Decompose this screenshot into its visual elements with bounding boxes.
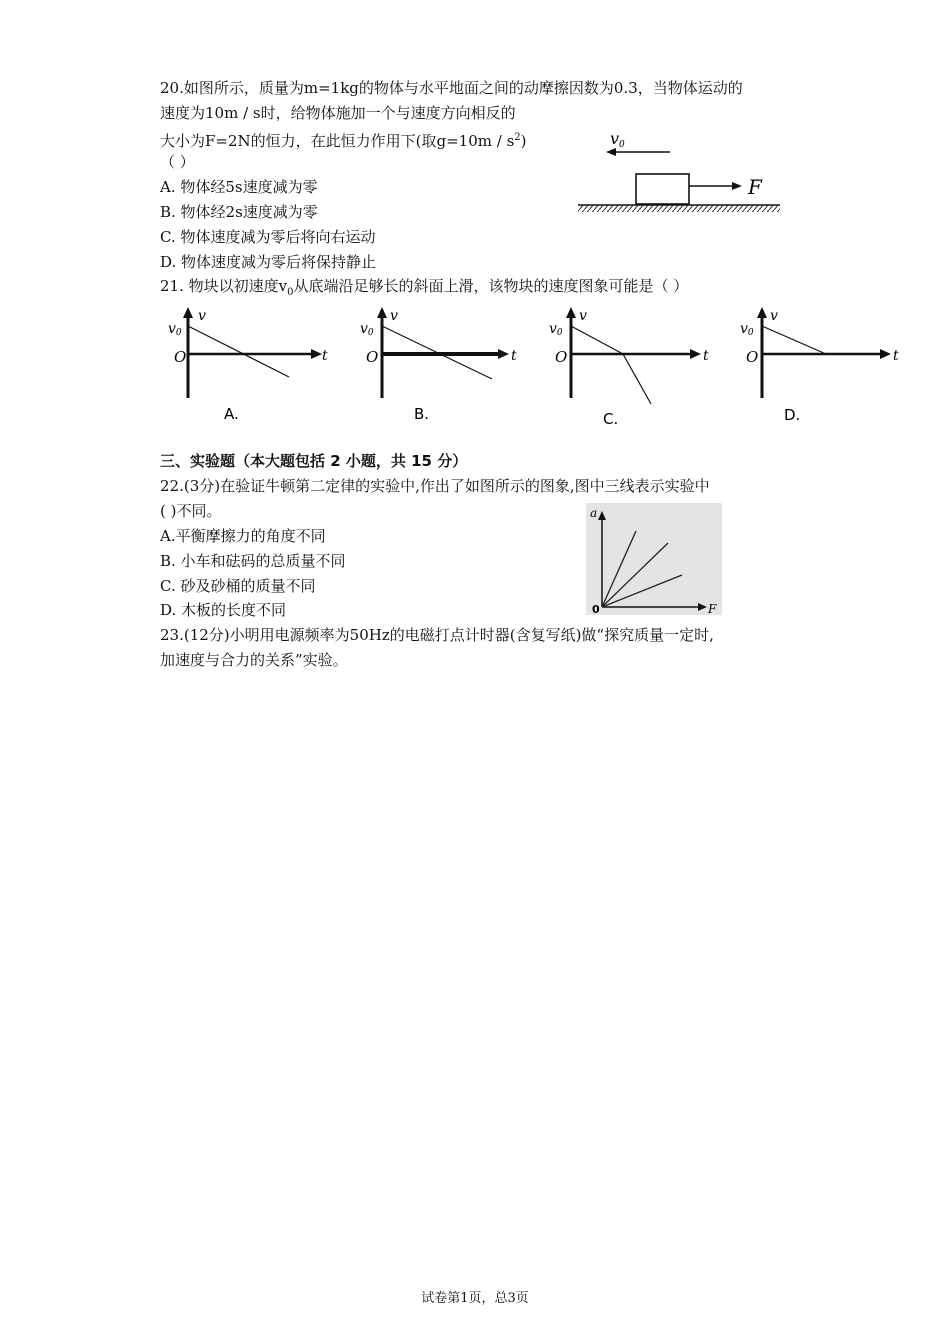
q22-option-d: D. 木板的长度不同	[160, 601, 287, 619]
q21-graph-b	[354, 306, 534, 434]
q20-option-c: C. 物体速度减为零后将向右运动	[160, 228, 376, 246]
q21-graph-c	[545, 306, 725, 434]
q20-line1: 20.如图所示，质量为m=1kg的物体与水平地面之间的动摩擦因数为0.3，当物体运动的	[160, 79, 743, 97]
q21-graph-a-v-arrowhead	[183, 307, 193, 318]
q21-graph-d-option-label: D.	[784, 406, 801, 424]
q21-line1-end: 从底端沿足够长的斜面上滑，该物块的速度图象可能是（ ）	[293, 277, 689, 295]
q21-graph-c-velocity-line-up	[571, 326, 623, 354]
q21-graph-a-v-label: v	[198, 308, 206, 324]
q21-graph-b-v0-label: v0	[360, 321, 374, 338]
q20-ground-hatch	[578, 205, 780, 212]
q22-y-label: a	[590, 506, 598, 520]
q20-figure	[574, 126, 784, 220]
q20-line3-end: )	[520, 132, 527, 150]
q21-graph-d-v-label: v	[770, 308, 778, 324]
q21-graph-c-v-label: v	[579, 308, 587, 324]
q20-block	[636, 174, 689, 204]
q21-graph-a-v0-label: v0	[168, 321, 182, 338]
q21-graph-a-origin-label: O	[174, 348, 187, 366]
q21-graph-a-t-label: t	[322, 348, 328, 364]
q21-graph-b-v-label: v	[390, 308, 398, 324]
q21-graph-b-origin-label: O	[366, 348, 379, 366]
q23-line1: 23.(12分)小明用电源频率为50Hz的电磁打点计时器(含复写纸)做“探究质量一定时,	[160, 626, 714, 644]
q22-figure	[586, 503, 722, 615]
q21-graph-c-v0-label: v0	[549, 321, 563, 338]
q21-graph-c-t-label: t	[703, 348, 709, 364]
q21-line1-text: 21. 物块以初速度v	[160, 277, 288, 295]
q21-graph-d-v-arrowhead	[757, 307, 767, 318]
q21-graph-c-velocity-line-down	[623, 354, 651, 404]
q22-line2: ( )不同。	[160, 502, 222, 520]
q21-graph-b-t-arrowhead	[498, 349, 509, 359]
q22-option-c: C. 砂及砂桶的质量不同	[160, 577, 316, 595]
page-footer: 试卷第1页，总3页	[421, 1291, 529, 1306]
q20-answer-blank: （ ）	[160, 153, 195, 171]
q21-graph-d-t-label: t	[893, 348, 899, 364]
q20-line3-sup: 2	[514, 132, 521, 143]
q21-graph-c-v-arrowhead	[566, 307, 576, 318]
section-3-heading: 三、实验题（本大题包括 2 小题，共 15 分）	[160, 452, 468, 470]
q20-option-b: B. 物体经2s速度减为零	[160, 203, 318, 221]
q20-line2: 速度为10m / s时，给物体施加一个与速度方向相反的	[160, 104, 516, 122]
q21-graph-a	[162, 306, 342, 434]
q20-line3-text: 大小为F=2N的恒力，在此恒力作用下(取g=10m / s	[160, 132, 515, 150]
q22-option-a: A.平衡摩擦力的角度不同	[160, 527, 326, 545]
q21-graph-b-t-label: t	[511, 348, 517, 364]
q21-graph-c-option-label: C.	[603, 410, 619, 428]
q20-line3	[160, 128, 527, 151]
q21-line1	[160, 276, 688, 303]
q22-x-label: F	[708, 602, 717, 615]
q21-graph-c-t-arrowhead	[690, 349, 701, 359]
q21-graph-d-t-arrowhead	[880, 349, 891, 359]
q21-graph-b-v-arrowhead	[377, 307, 387, 318]
q23-line2: 加速度与合力的关系”实验。	[160, 651, 348, 669]
q22-option-b: B. 小车和砝码的总质量不同	[160, 552, 346, 570]
q21-graph-d-velocity-line	[762, 326, 826, 354]
q21-graph-c-origin-label: O	[555, 348, 568, 366]
q20-option-d: D. 物体速度减为零后将保持静止	[160, 253, 377, 271]
q21-graph-d	[736, 306, 916, 434]
q21-graph-a-velocity-line	[188, 326, 289, 377]
q21-graph-d-v0-label: v0	[740, 321, 754, 338]
q21-graph-a-option-label: A.	[224, 405, 239, 423]
q20-option-a: A. 物体经5s速度减为零	[160, 178, 318, 196]
q21-graph-b-option-label: B.	[414, 405, 430, 423]
q21-graph-a-t-arrowhead	[311, 349, 322, 359]
q20-force-arrowhead	[732, 182, 742, 190]
q21-line1-sub: 0	[287, 287, 294, 298]
q22-line1: 22.(3分)在验证牛顿第二定律的实验中,作出了如图所示的图象,图中三线表示实验中	[160, 477, 710, 495]
q20-velocity-arrowhead	[606, 148, 616, 156]
q22-origin-label: 0	[592, 603, 600, 615]
q21-graph-d-origin-label: O	[746, 348, 759, 366]
q20-force-label: F	[748, 175, 762, 199]
q20-velocity-label: v0	[610, 129, 625, 150]
